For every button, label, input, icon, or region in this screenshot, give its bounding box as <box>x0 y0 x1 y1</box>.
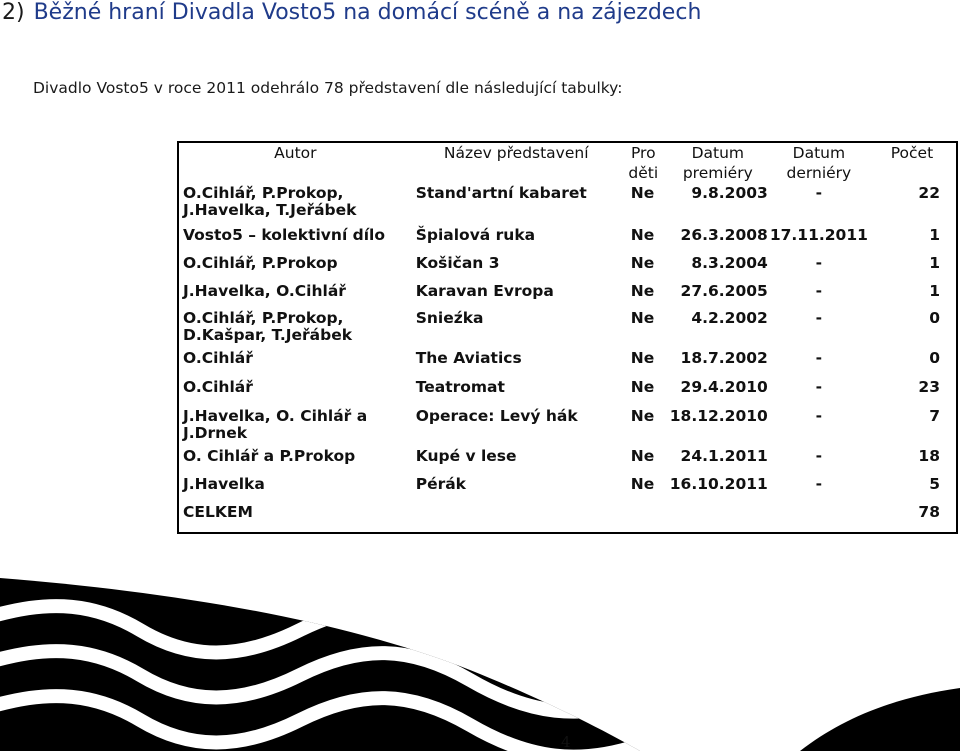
cell-count: 1 <box>929 226 940 244</box>
cell-count: 0 <box>929 349 940 367</box>
total-label: CELKEM <box>183 503 253 521</box>
cell-show: Kupé v lese <box>415 447 517 465</box>
table-row <box>178 476 957 504</box>
cell-show: Košičan 3 <box>415 254 500 272</box>
header-author: Autor <box>274 144 317 162</box>
cell-kids: Ne <box>630 184 655 202</box>
cell-count: 5 <box>929 475 940 493</box>
table-row <box>178 255 957 283</box>
cell-count: 23 <box>918 378 940 396</box>
table-row <box>178 448 957 476</box>
cell-count: 7 <box>929 407 940 425</box>
table-row <box>178 283 957 310</box>
cell-show: The Aviatics <box>415 349 522 367</box>
cell-premiere: 24.1.2011 <box>680 447 768 465</box>
wave-logo-icon <box>0 560 960 751</box>
cell-premiere: 4.2.2002 <box>691 309 768 327</box>
cell-premiere: 29.4.2010 <box>680 378 768 396</box>
cell-count: 22 <box>918 184 940 202</box>
header-show: Název představení <box>443 144 589 162</box>
section-number: 2) <box>2 0 25 25</box>
cell-premiere: 27.6.2005 <box>680 282 768 300</box>
table-row <box>178 185 957 227</box>
cell-count: 0 <box>929 309 940 327</box>
cell-premiere: 9.8.2003 <box>691 184 768 202</box>
cell-count: 18 <box>918 447 940 465</box>
cell-derniere: - <box>815 309 823 327</box>
cell-kids: Ne <box>630 226 655 244</box>
cell-author: O.Cihlář <box>183 378 253 396</box>
cell-derniere: - <box>815 447 823 465</box>
cell-derniere: - <box>815 349 823 367</box>
cell-kids: Ne <box>630 378 655 396</box>
cell-premiere: 18.7.2002 <box>680 349 768 367</box>
table-header-row <box>178 142 957 185</box>
cell-author: J.Havelka, O. Cihlář a J.Drnek <box>183 407 368 442</box>
intro-paragraph: Divadlo Vosto5 v roce 2011 odehrálo 78 představení dle následující tabulky: <box>33 79 623 97</box>
cell-derniere: - <box>815 254 823 272</box>
table-row <box>178 379 957 408</box>
cell-show: Snieźka <box>415 309 484 327</box>
cell-derniere: - <box>815 407 823 425</box>
cell-show: Pérák <box>415 475 466 493</box>
cell-premiere: 8.3.2004 <box>691 254 768 272</box>
cell-author: O.Cihlář <box>183 349 253 367</box>
section-title: Běžné hraní Divadla Vosto5 na domácí scéně a na zájezdech <box>33 0 702 25</box>
cell-premiere: 16.10.2011 <box>669 475 768 493</box>
header-kids: Pro děti <box>628 144 659 182</box>
cell-count: 1 <box>929 282 940 300</box>
table-total-row <box>178 504 957 533</box>
cell-derniere: - <box>815 282 823 300</box>
cell-author: Vosto5 – kolektivní dílo <box>183 226 386 244</box>
table-row <box>178 310 957 350</box>
cell-author: O.Cihlář, P.Prokop, J.Havelka, T.Jeřábek <box>183 184 357 219</box>
table-row <box>178 408 957 448</box>
cell-author: O. Cihlář a P.Prokop <box>183 447 356 465</box>
cell-show: Operace: Levý hák <box>415 407 578 425</box>
page-number: 4 <box>561 733 571 751</box>
section-heading <box>2 0 701 25</box>
cell-show: Špialová ruka <box>415 226 536 244</box>
cell-count: 1 <box>929 254 940 272</box>
cell-premiere: 18.12.2010 <box>669 407 768 425</box>
cell-kids: Ne <box>630 349 655 367</box>
total-value: 78 <box>918 503 940 521</box>
cell-premiere: 26.3.2008 <box>680 226 768 244</box>
header-count: Počet <box>890 144 934 162</box>
cell-show: Stand'artní kabaret <box>415 184 587 202</box>
cell-show: Karavan Evropa <box>415 282 554 300</box>
cell-derniere: - <box>815 378 823 396</box>
cell-kids: Ne <box>630 309 655 327</box>
cell-derniere: 17.11.2011 <box>769 226 868 244</box>
cell-kids: Ne <box>630 447 655 465</box>
cell-author: J.Havelka, O.Cihlář <box>183 282 346 300</box>
cell-author: O.Cihlář, P.Prokop, D.Kašpar, T.Jeřábek <box>183 309 353 344</box>
cell-show: Teatromat <box>415 378 505 396</box>
cell-derniere: - <box>815 475 823 493</box>
cell-kids: Ne <box>630 254 655 272</box>
cell-kids: Ne <box>630 407 655 425</box>
header-premiere: Datum premiéry <box>682 144 753 182</box>
cell-kids: Ne <box>630 475 655 493</box>
cell-kids: Ne <box>630 282 655 300</box>
table-row <box>178 227 957 255</box>
table-row <box>178 350 957 379</box>
performances-table <box>177 141 958 534</box>
cell-author: J.Havelka <box>183 475 265 493</box>
cell-author: O.Cihlář, P.Prokop <box>183 254 338 272</box>
cell-derniere: - <box>815 184 823 202</box>
header-derniere: Datum derniéry <box>786 144 852 182</box>
